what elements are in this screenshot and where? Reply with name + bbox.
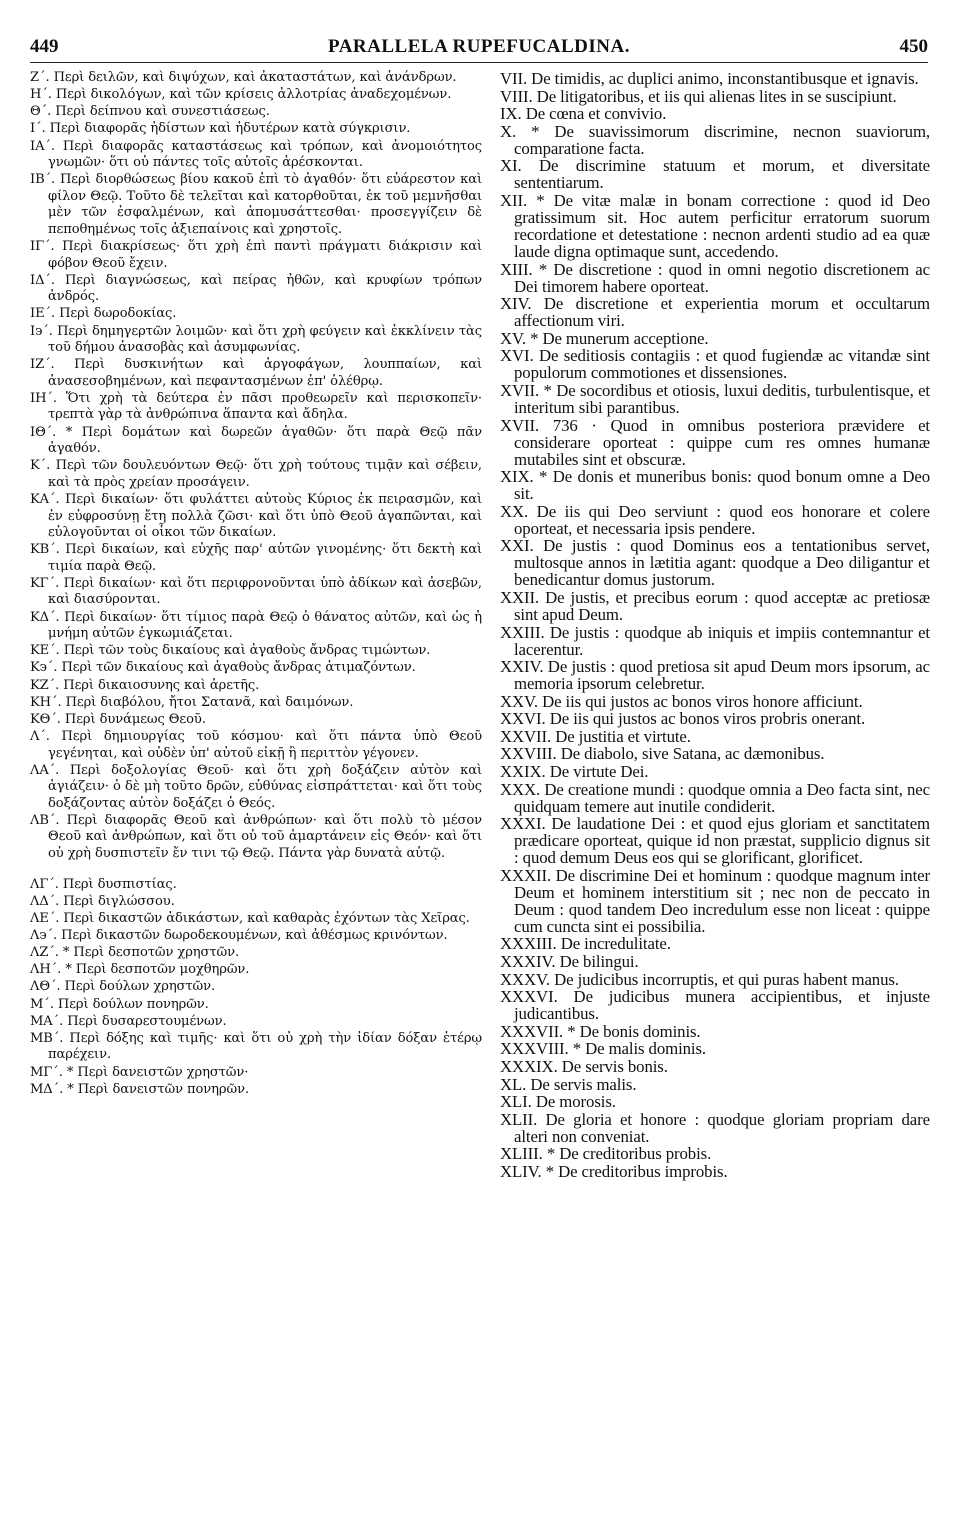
greek-entry: Λ϶΄. Περὶ δικαστῶν δωροδεκουμένων, καὶ ἀθέσμως κρινόντων. [30, 927, 448, 943]
greek-entry: ΙΖ΄. Περὶ δυσκινήτων καὶ ἀργοφάγων, λουππαίων, καὶ ἀνασεσοβημένων, καὶ πεφαντασμένων ἐπ' ὀλέθρῳ. [30, 357, 482, 389]
latin-entry: XXXI. De laudatione Dei : et quod ejus gloriam et sanctitatem prædicare oporteat, quique id non præstat, supplicio dignus sit : quod demum Deus eos qui se glorificant, glorificet. [500, 814, 930, 868]
greek-entry: ΚΘ΄. Περὶ δυνάμεως Θεοῦ. [30, 711, 206, 727]
latin-entry: XVI. De seditiosis contagiis : et quod fugiendæ ac vitandæ sint populorum commotiones et dissensiones. [500, 346, 930, 383]
latin-entry: XIII. * De discretione : quod in omni negotio discretionem ac Dei timorem habere oporteat. [500, 259, 930, 296]
latin-entry: VIII. De litigatoribus, et iis qui alienas lites in se suscipiunt. [500, 86, 897, 106]
greek-entry: ΚΕ΄. Περὶ τῶν τοὺς δικαίους καὶ ἀγαθοὺς ἄνδρας τιμώντων. [30, 643, 431, 659]
greek-entry: ΙΕ΄. Περὶ δωροδοκίας. [30, 306, 177, 322]
greek-entry: ΜΒ΄. Περὶ δόξης καὶ τιμῆς· καὶ ὅτι οὐ χρὴ τὴν ἰδίαν δόξαν ἑτέρῳ παρέχειν. [30, 1030, 482, 1063]
greek-entry: ΛΔ΄. Περὶ διγλώσσου. [30, 893, 175, 909]
latin-entry: XV. * De munerum acceptione. [500, 328, 709, 348]
latin-entry: XVII. * De socordibus et otiosis, luxui deditis, turbulentisque, et interitum sibi parantibus. [500, 380, 930, 417]
greek-entry: Κ϶΄. Περὶ τῶν δικαίους καὶ ἀγαθοὺς ἄνδρας ἀτιμαζόντων. [30, 660, 416, 676]
greek-entry: ΚΒ΄. Περὶ δικαίων, καὶ εὐχῆς παρ' αὐτῶν γινομένης· ὅτι δεκτὴ καὶ τιμία παρὰ Θεῷ. [30, 542, 482, 574]
latin-entry: XXXV. De judicibus incorruptis, et qui puras habent manus. [500, 969, 899, 989]
latin-entry: XXII. De justis, et precibus eorum : quod acceptæ ac pretiosæ sint apud Deum. [500, 587, 930, 624]
page-number-right: 450 [899, 36, 928, 57]
greek-entry: ΛΒ΄. Περὶ διαφορᾶς Θεοῦ καὶ ἀνθρώπων· καὶ ὅτι πολὺ τὸ μέσον Θεοῦ καὶ ἀνθρώπων, καὶ ὅτι οὐ τοῦ ἁμαρτάνειν εἰς Θεόν· καὶ ὅτι οὐ χρὴ δυσπιστεῖν ἔν τινι τῷ Θεῷ. Πάντα γὰρ δυνατὰ αὐτῷ. [30, 812, 482, 861]
latin-entry: XXIV. De justis : quod pretiosa sit apud Deum mors ipsorum, ac memoria ipsorum celebretur. [500, 657, 930, 694]
latin-entry: XXXIV. De bilingui. [500, 952, 639, 972]
greek-entry: ΚΖ΄. Περὶ δικαιοσυνης καὶ ἀρετῆς. [30, 677, 260, 693]
latin-entry: XXXVIII. * De malis dominis. [500, 1039, 707, 1059]
latin-entry: XXX. De creatione mundi : quodque omnia a Deo facta sint, nec quidquam temere aut inutile condiderit. [500, 779, 930, 816]
latin-entry: XXV. De iis qui justos ac bonos viros honore afficiunt. [500, 691, 863, 711]
greek-entry: ΙΒ΄. Περὶ διορθώσεως βίου κακοῦ ἐπὶ τὸ ἀγαθόν· ὅτι εὐάρεστον καὶ φίλον Θεῷ. Τοῦτο δὲ τελεῖται καὶ κατορθοῦται, ἐκ τοῦ μεμνῆσθαι μὲν τῶν ἐσφαλμένων, καὶ ἀπομυσάττεσθαι· προσεγγίζειν δὲ πεποθημένως τοῖς ἀξιεπαίνοις καὶ χρηστοῖς. [30, 172, 482, 237]
latin-entry: XXXIX. De servis bonis. [500, 1057, 668, 1076]
greek-entry: ΛΖ΄. * Περὶ δεσποτῶν χρηστῶν. [30, 945, 240, 961]
header-rule [30, 62, 928, 63]
greek-entry: ΚΗ΄. Περὶ διαβόλου, ἤτοι Σατανᾶ, καὶ δαιμόνων. [30, 694, 354, 710]
latin-entry: VII. De timidis, ac duplici animo, inconstantibusque et ignavis. [500, 69, 919, 88]
greek-entry: ΙΗ΄. Ὅτι χρὴ τὰ δεύτερα ἐν πᾶσι προθεωρεῖν καὶ περισκοπεῖν· τρεπτὰ γὰρ τὰ ἀνθρώπινα ἅπαντα καὶ ἄδηλα. [30, 390, 482, 423]
latin-entry: XLII. De gloria et honore : quodque gloriam propriam dare alteri non conveniat. [500, 1109, 930, 1146]
latin-entry: XIX. * De donis et muneribus bonis: quod bonum omne a Deo sit. [500, 467, 930, 504]
greek-entry: ΜΓ΄. * Περὶ δανειστῶν χρηστῶν· [30, 1064, 249, 1080]
greek-entry: Κ΄. Περὶ τῶν δουλευόντων Θεῷ· ὅτι χρὴ τούτους τιμᾷν καὶ σέβειν, καὶ τὰ πρὸς χρείαν προσάγειν. [30, 458, 482, 490]
latin-entry: XXXIII. De incredulitate. [500, 934, 671, 954]
latin-entry: XIV. De discretione et experientia morum et occultarum affectionum viri. [500, 294, 930, 331]
latin-entry: XII. * De vitæ malæ in bonam correctione : quod id Deo gratissimum sit. Hoc autem perficitur erratorum suorum recordatione et detestatione : necnon ardenti studio ad ea quæ laude digna optimaque sunt, accedendo. [500, 190, 930, 261]
latin-entry: XL. De servis malis. [500, 1074, 637, 1094]
greek-entry: Λ΄. Περὶ δημιουργίας τοῦ κόσμου· καὶ ὅτι πάντα ὑπὸ Θεοῦ γεγένηται, καὶ οὐδὲν ὑπ' αὐτοῦ εἰκῇ ἢ περιττὸν γέγονεν. [30, 728, 482, 761]
latin-entry: XXXVII. * De bonis dominis. [500, 1021, 701, 1041]
latin-column [500, 70, 930, 1181]
latin-entry: IX. De cœna et convivio. [500, 104, 667, 124]
greek-entry: ΙΔ΄. Περὶ διαγνώσεως, καὶ πείρας ἠθῶν, καὶ κρυφίων τρόπων ἀνδρός. [30, 272, 482, 305]
greek-entry: ΚΔ΄. Περὶ δικαίων· ὅτι τίμιος παρὰ Θεῷ ὁ θάνατος αὐτῶν, καὶ ὡς ἡ μνήμη αὐτῶν ἐγκωμιάζεται. [30, 609, 482, 642]
running-title: PARALLELA RUPEFUCALDINA. [328, 36, 630, 57]
latin-entry: XXXII. De discrimine Dei et hominum : quodque magnum inter Deum et hominem interstitium sit ; nec non de peccato in Deum : quod tandem Deo incredulum esse non liceat : quippe cum cuncta sint ei possibilia. [500, 865, 930, 936]
greek-entry: ΜΔ΄. * Περὶ δανειστῶν πονηρῶν. [30, 1081, 250, 1097]
latin-entry: XLIII. * De creditoribus probis. [500, 1144, 712, 1164]
latin-entry: XI. De discrimine statuum et morum, et diversitate sententiarum. [500, 156, 930, 193]
greek-column [30, 70, 482, 1099]
latin-entry: XXVII. De justitia et virtute. [500, 726, 691, 746]
greek-entry: Ζ΄. Περὶ δειλῶν, καὶ διψύχων, καὶ ἀκαταστάτων, καὶ ἀνάνδρων. [30, 70, 457, 85]
greek-entry: Ι϶΄. Περὶ δημηγερτῶν λοιμῶν· καὶ ὅτι χρὴ φεύγειν καὶ ἐκκλίνειν τὰς τοῦ δήμου ἀνασοβὰς καὶ ἀσυμφωνίας. [30, 323, 482, 356]
latin-entry: XXI. De justis : quod Dominus eos a tentationibus servet, multosque annos in lætitia agant: quodque a Deo diligantur et benedicantur domus justorum. [500, 536, 930, 590]
latin-entry: XXVIII. De diabolo, sive Satana, ac dæmonibus. [500, 744, 825, 764]
greek-entry: ΛΓ΄. Περὶ δυσπιστίας. [30, 876, 177, 892]
greek-entry: Ι΄. Περὶ διαφορᾶς ἡδίστων καὶ ἡδυτέρων κατὰ σύγκρισιν. [30, 121, 411, 137]
latin-entry: XX. De iis qui Deo serviunt : quod eos honorare et colere oporteat, et necessaria ipsis pendere. [500, 501, 930, 538]
page-number-left: 449 [30, 36, 59, 57]
greek-entry: ΛΕ΄. Περὶ δικαστῶν ἀδικάστων, καὶ καθαρὰς ἐχόντων τὰς Χεῖρας. [30, 910, 470, 926]
greek-entry: Θ΄. Περὶ δείπνου καὶ συνεστιάσεως. [30, 104, 270, 120]
greek-entry: ΛΗ΄. * Περὶ δεσποτῶν μοχθηρῶν. [30, 962, 250, 978]
latin-entry: XLIV. * De creditoribus improbis. [500, 1161, 728, 1181]
latin-entry: X. * De suavissimorum discrimine, necnon suaviorum, comparatione facta. [500, 121, 930, 158]
latin-entry: XLI. De morosis. [500, 1092, 616, 1112]
greek-entry: ΜΑ΄. Περὶ δυσαρεστουμένων. [30, 1013, 227, 1029]
latin-entry: XXIX. De virtute Dei. [500, 762, 649, 782]
latin-entry: XXIII. De justis : quodque ab iniquis et impiis contemnantur et lacerentur. [500, 622, 930, 659]
greek-entry: ΙΘ΄. * Περὶ δομάτων καὶ δωρεῶν ἀγαθῶν· ὅτι παρὰ Θεῷ πᾶν ἀγαθόν. [30, 424, 482, 457]
greek-entry: Μ΄. Περὶ δούλων πονηρῶν. [30, 996, 209, 1012]
greek-entry: Η΄. Περὶ δικολόγων, καὶ τῶν κρίσεις ἀλλοτρίας ἀναδεχομένων. [30, 87, 452, 103]
latin-entry: XXXVI. De judicibus munera accipientibus, et injuste judicantibus. [500, 987, 930, 1024]
greek-entry: ΛΘ΄. Περὶ δούλων χρηστῶν. [30, 979, 216, 995]
greek-entry: ΚΑ΄. Περὶ δικαίων· ὅτι φυλάττει αὐτοὺς Κύριος ἐκ πειρασμῶν, καὶ ἐν εὐφροσύνῃ ἔτη πολλὰ ζῶσι· καὶ ὅτι ὑπὸ Θεοῦ ἀγαπῶνται, καὶ εὐλογοῦνται οἱ οἶκοι τῶν δικαίων. [30, 491, 482, 541]
latin-entry: XVII. 736 · Quod in omnibus posteriora prævidere et considerare oporteat : quippe cum res omnes humanæ mutabiles sint et obscuræ. [500, 415, 930, 469]
greek-entry: ΙΑ΄. Περὶ διαφορᾶς καταστάσεως καὶ τρόπων, καὶ ἀνομοιότητος γνωμῶν· ὅτι οὐ πάντες τοῖς αὐτοῖς ἀρέσκονται. [30, 138, 482, 171]
page-header [30, 36, 928, 60]
greek-entry: ΛΑ΄. Περὶ δοξολογίας Θεοῦ· καὶ ὅτι χρὴ δοξάζειν αὐτὸν καὶ ἁγιάζειν· ὁ δὲ μὴ τοῦτο δρῶν, εὐθύνας εἰσπράττεται· καὶ ὅτι τοὺς δοξάζοντας αὐτὸν δοξάζει ὁ Θεός. [30, 762, 482, 811]
greek-entry: ΚΓ΄. Περὶ δικαίων· καὶ ὅτι περιφρονοῦνται ὑπὸ ἀδίκων καὶ ἀσεβῶν, καὶ διασύρονται. [30, 575, 482, 608]
latin-entry: XXVI. De iis qui justos ac bonos viros probris onerant. [500, 709, 866, 729]
greek-entry: ΙΓ΄. Περὶ διακρίσεως· ὅτι χρὴ ἐπὶ παντὶ πράγματι διάκρισιν καὶ φόβον Θεοῦ ἔχειν. [30, 239, 482, 271]
